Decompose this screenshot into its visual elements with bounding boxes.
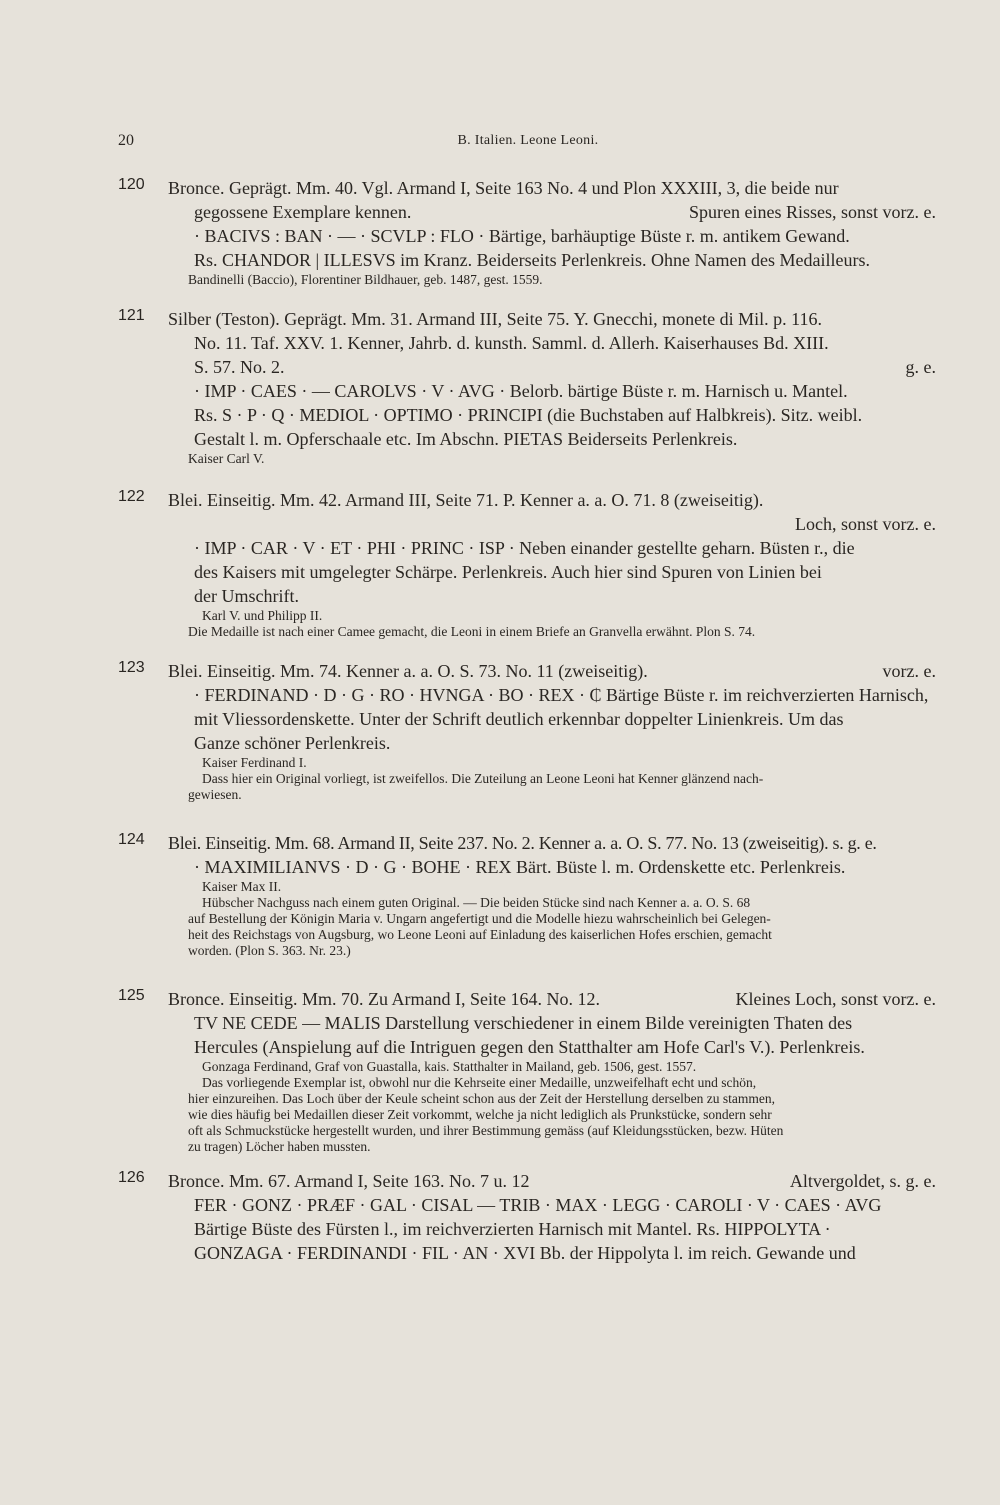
annotation-line: hier einzureihen. Das Loch über der Keule scheint schon aus der Zeit der Herstellung derselben zu stammen, <box>188 1091 776 1106</box>
annotation-line: heit des Reichstags von Augsburg, wo Leone Leoni auf Einladung des kaiserlichen Hofes erschien, gemacht <box>188 927 772 942</box>
entry-number: 126 <box>118 1169 145 1186</box>
annotation-line: Kaiser Carl V. <box>188 451 265 466</box>
condition-note: Loch, sonst vorz. e. <box>795 514 936 534</box>
annotation-line: Karl V. und Philipp II. <box>202 608 323 623</box>
catalog-entry-126 <box>118 1169 936 1265</box>
entry-line: GONZAGA · FERDINANDI · FIL · AN · XVI Bb. der Hippolyta l. im reich. Gewande und <box>194 1243 856 1263</box>
annotation-line: wie dies häufig bei Medaillen dieser Zeit vorkommt, welche ja nicht lediglich als Prunkstücke, sondern sehr <box>188 1107 772 1122</box>
entry-line: mit Vliessordenskette. Unter der Schrift deutlich erkennbar doppelter Linienkreis. Um das <box>194 709 844 729</box>
annotation-line: auf Bestellung der Königin Maria v. Ungarn angefertigt und die Modelle hiezu wahrscheinlich bei Gelegen- <box>188 911 771 926</box>
entry-line: · IMP · CAR · V · ET · PHI · PRINC · ISP · Neben einander gestellte geharn. Büsten r., die <box>194 538 855 558</box>
annotation-line: worden. (Plon S. 363. Nr. 23.) <box>188 943 351 958</box>
condition-note: Altvergoldet, s. g. e. <box>789 1171 936 1191</box>
entry-line: des Kaisers mit umgelegter Schärpe. Perlenkreis. Auch hier sind Spuren von Linien bei <box>194 562 822 582</box>
entry-line: S. 57. No. 2. <box>194 357 285 377</box>
entry-line: Gestalt l. m. Opferschaale etc. Im Abschn. PIETAS Beiderseits Perlenkreis. <box>194 429 738 449</box>
entry-line: · IMP · CAES · — CAROLVS · V · AVG · Belorb. bärtige Büste r. m. Harnisch u. Mantel. <box>194 381 848 401</box>
entry-line: · BACIVS : BAN · — · SCVLP : FLO · Bärtige, barhäuptige Büste r. m. antikem Gewand. <box>194 226 850 246</box>
entry-number: 121 <box>118 307 145 324</box>
page-header <box>118 132 938 156</box>
catalog-entry-122 <box>118 488 936 640</box>
entry-line: · FERDINAND · D · G · RO · HVNGA · BO · REX · ₵ Bärtige Büste r. im reichverzierten Harnisch, <box>194 685 929 705</box>
annotation-line: zu tragen) Löcher haben mussten. <box>188 1139 371 1154</box>
catalog-entry-120 <box>118 176 936 288</box>
entry-line: Silber (Teston). Geprägt. Mm. 31. Armand III, Seite 75. Y. Gnecchi, monete di Mil. p. 116. <box>168 309 822 329</box>
entry-line: Bärtige Büste des Fürsten l., im reichverzierten Harnisch mit Mantel. Rs. HIPPOLYTA · <box>194 1219 831 1239</box>
annotation-line: Die Medaille ist nach einer Camee gemacht, die Leoni in einem Briefe an Granvella erwähnt. Plon S. 74. <box>188 624 756 639</box>
annotation-line: Gonzaga Ferdinand, Graf von Guastalla, kais. Statthalter in Mailand, geb. 1506, gest. 1557. <box>202 1059 697 1074</box>
condition-note: Spuren eines Risses, sonst vorz. e. <box>689 202 936 222</box>
annotation-line: Dass hier ein Original vorliegt, ist zweifellos. Die Zuteilung an Leone Leoni hat Kenner glänzend nach- <box>202 771 764 786</box>
entry-number: 123 <box>118 659 145 676</box>
entry-line: Hercules (Anspielung auf die Intriguen gegen den Statthalter am Hofe Carl's V.). Perlenkreis. <box>194 1037 865 1057</box>
entry-line: TV NE CEDE — MALIS Darstellung verschiedener in einem Bilde vereinigten Thaten des <box>194 1013 853 1033</box>
entry-line: gegossene Exemplare kennen. <box>194 202 412 222</box>
annotation-line: Bandinelli (Baccio), Florentiner Bildhauer, geb. 1487, gest. 1559. <box>188 272 543 287</box>
entry-number: 124 <box>118 831 145 848</box>
page-number: 20 <box>118 132 134 149</box>
entry-line: · MAXIMILIANVS · D · G · BOHE · REX Bärt. Büste l. m. Ordenskette etc. Perlenkreis. <box>194 857 846 877</box>
running-head: B. Italien. Leone Leoni. <box>457 133 599 148</box>
catalog-entry-123 <box>118 659 936 803</box>
annotation-line: Kaiser Max II. <box>202 879 282 894</box>
entry-number: 120 <box>118 176 145 193</box>
entry-line: Blei. Einseitig. Mm. 42. Armand III, Seite 71. P. Kenner a. a. O. 71. 8 (zweiseitig). <box>168 490 764 510</box>
annotation-line: Kaiser Ferdinand I. <box>202 755 307 770</box>
catalog-entry-121 <box>118 307 936 467</box>
entry-number: 125 <box>118 987 145 1004</box>
annotation-line: Hübscher Nachguss nach einem guten Original. — Die beiden Stücke sind nach Kenner a. a. O. S. 68 <box>202 895 751 910</box>
entry-line: Bronce. Mm. 67. Armand I, Seite 163. No. 7 u. 12 <box>168 1171 530 1191</box>
condition-note: g. e. <box>905 357 936 377</box>
annotation-line: Das vorliegende Exemplar ist, obwohl nur die Kehrseite einer Medaille, unzweifelhaft echt und schön, <box>202 1075 757 1090</box>
annotation-line: gewiesen. <box>188 787 242 802</box>
entry-line: Rs. CHANDOR | ILLESVS im Kranz. Beiderseits Perlenkreis. Ohne Namen des Medailleurs. <box>194 250 870 270</box>
entry-line: Ganze schöner Perlenkreis. <box>194 733 391 753</box>
entry-line: No. 11. Taf. XXV. 1. Kenner, Jahrb. d. kunsth. Samml. d. Allerh. Kaiserhauses Bd. XIII. <box>194 333 829 353</box>
entry-line: Blei. Einseitig. Mm. 74. Kenner a. a. O. S. 73. No. 11 (zweiseitig). <box>168 661 648 681</box>
entry-line: Bronce. Einseitig. Mm. 70. Zu Armand I, Seite 164. No. 12. <box>168 989 600 1009</box>
entry-line: der Umschrift. <box>194 586 299 606</box>
entry-line: FER · GONZ · PRÆF · GAL · CISAL — TRIB · MAX · LEGG · CAROLI · V · CAES · AVG <box>194 1195 882 1215</box>
catalog-entry-124 <box>118 831 936 959</box>
condition-note: Kleines Loch, sonst vorz. e. <box>735 989 936 1009</box>
entry-line: Blei. Einseitig. Mm. 68. Armand II, Seite 237. No. 2. Kenner a. a. O. S. 77. No. 13 (zweiseitig). s. g. e. <box>168 833 877 853</box>
entry-number: 122 <box>118 488 145 505</box>
entry-line: Bronce. Geprägt. Mm. 40. Vgl. Armand I, Seite 163 No. 4 und Plon XXXIII, 3, die beide nur <box>168 178 839 198</box>
condition-note: vorz. e. <box>882 661 936 681</box>
entry-line: Rs. S · P · Q · MEDIOL · OPTIMO · PRINCIPI (die Buchstaben auf Halbkreis). Sitz. weibl. <box>194 405 863 425</box>
catalog-entry-125 <box>118 987 936 1155</box>
annotation-line: oft als Schmuckstücke hergestellt wurden, und ihrer Bestimmung gemäss (auf Kleidungsstücken, bezw. Hüten <box>188 1123 784 1138</box>
